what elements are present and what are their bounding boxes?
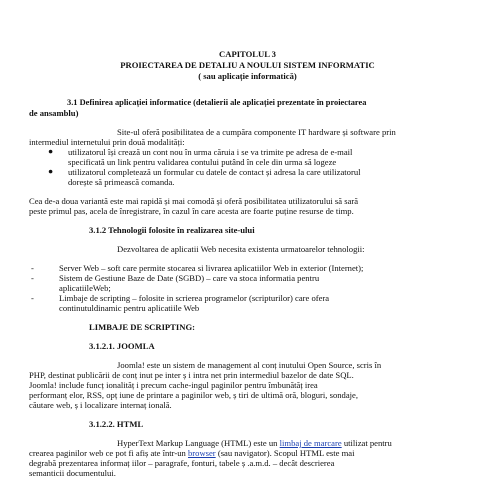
bullet-line: dorește să primească comanda. <box>68 177 175 187</box>
list-item: Server Web – soft care permite stocarea si livrarea aplicatiilor Web in exterior (Internet); <box>59 263 364 273</box>
bullet-icon: ● <box>48 166 54 176</box>
bullet-line: utilizatorul completează un formular cu datele de contact și adresa la care utilizatorul <box>68 167 361 177</box>
list-item: Limbaje de scripting – folosite in scrierea programelor (scripturilor) care ofera <box>59 293 330 303</box>
paragraph-line: intermediul internetului prin două modalități: <box>29 137 185 147</box>
section-3-1-title-cont: de ansamblu) <box>29 108 79 118</box>
paragraph-line <box>29 448 355 458</box>
list-dash: - <box>31 293 34 303</box>
html-heading: 3.1.2.2. HTML <box>89 419 144 429</box>
paragraph-line <box>117 438 392 448</box>
paragraph-line: Site-ul oferă posibilitatea de a cumpăra componente IT hardware și software prin <box>117 127 396 137</box>
paragraph-line: Joomla! este un sistem de management al conț inutului Open Source, scris în <box>117 360 382 370</box>
list-item: Sistem de Gestiune Baze de Date (SGBD) – care va stoca informatia pentru <box>59 273 320 283</box>
list-item: aplicatiileWeb; <box>59 283 111 293</box>
text-span: HyperText Markup Language (HTML) este un <box>117 438 278 448</box>
joomla-heading: 3.1.2.1. JOOMLA <box>89 341 155 351</box>
paragraph-line: performanț elor, RSS, opț iune de printare a paginilor web, ș tiri de ultimă oră, bloguri, sondaje, <box>29 390 359 400</box>
text-span: utilizat pentru <box>343 438 392 448</box>
bullet-icon: ● <box>48 146 54 156</box>
bullet-line: utilizatorul își crează un cont nou în urma căruia i se va trimite pe adresa de e-mail <box>68 147 353 157</box>
chapter-subheading: ( sau aplicație informatică) <box>198 71 297 81</box>
markup-language-link[interactable]: limbaj de marcare <box>279 438 342 448</box>
scripting-heading: LIMBAJE DE SCRIPTING: <box>89 322 196 332</box>
paragraph-line: Joomla! include funcț ionalităț i precum cache-ingul paginilor pentru îmbunătăț irea <box>29 380 318 390</box>
list-dash: - <box>31 273 34 283</box>
browser-link[interactable]: browser <box>187 448 216 458</box>
list-item: continutuldinamic pentru aplicatiile Web <box>59 303 200 313</box>
bullet-line: specificată un link pentru validarea contului putând în cele din urma să logeze <box>68 157 337 167</box>
chapter-heading: PROIECTAREA DE DETALIU A NOULUI SISTEM INFORMATIC <box>120 60 375 70</box>
paragraph-line: Dezvoltarea de aplicatii Web necesita existenta urmatoarelor tehnologii: <box>117 244 365 254</box>
text-span: crearea paginilor web ce pot fi afiș ate într-un <box>29 448 186 458</box>
chapter-title: CAPITOLUL 3 <box>219 49 276 59</box>
paragraph-line: PHP, destinat publicării de conț inut pe inter ș i intra net prin intermediul bazelor de date SQL. <box>29 370 354 380</box>
section-3-1-2-title: 3.1.2 Tehnologii folosite în realizarea site-ului <box>89 225 255 235</box>
text-span: (sau navigator). Scopul HTML este mai <box>217 448 355 458</box>
paragraph-line: căutare web, ș i localizare internaț ională. <box>29 400 172 410</box>
paragraph-line: peste primul pas, acela de înregistrare, în cazul în care acesta are foarte puține resurse de timp. <box>29 206 354 216</box>
paragraph-line: semanticii documentului. <box>29 468 116 478</box>
paragraph-line: degrabă prezentarea informaț iilor – paragrafe, fonturi, tabele ș .a.m.d. – decât descrierea <box>29 458 335 468</box>
paragraph-line: Cea de-a doua variantă este mai rapidă și mai comodă și oferă posibilitatea utilizatorului să sară <box>29 196 359 206</box>
list-dash: - <box>31 263 34 273</box>
section-3-1-title: 3.1 Definirea aplicației informatice (detalierii ale aplicației prezentate în proiectarea <box>67 98 367 107</box>
